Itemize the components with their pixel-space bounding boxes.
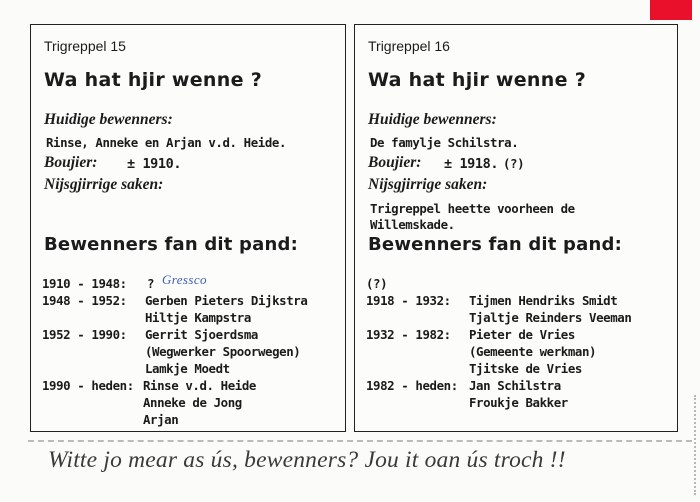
built-label: Boujier: [44,154,98,171]
resident-name: Anneke de Jong [143,395,242,410]
resident-occupation: (Wegwerker Spoorwegen) [145,344,301,359]
scan-edge-artifact [684,395,696,495]
period-1952: 1952 - 1990: [42,327,127,342]
built-note: (?) [503,156,525,171]
resident-name: Lamkje Moedt [145,361,230,376]
resident-name: Hiltje Kampstra [145,310,251,325]
curious-label: Nijsgjirrige saken: [44,176,164,193]
residents-header: Bewenners fan dit pand: [368,234,622,255]
resident-name: Tjitske de Vries [469,361,582,376]
curious-text-line-1: Trigreppel heette voorheen de [370,201,575,216]
current-residents-label: Huidige bewenners: [368,111,497,128]
resident-name: Jan Schilstra [469,378,561,393]
resident-name: Froukje Bakker [469,395,568,410]
question-heading: Wa hat hjir wenne ? [44,69,263,91]
period-1990: 1990 - heden: [42,378,134,393]
resident-occupation: (Gemeente werkman) [469,344,597,359]
current-residents-label: Huidige bewenners: [44,111,173,128]
built-label: Boujier: [368,154,422,171]
period-1948: 1948 - 1952: [42,293,127,308]
curious-text-line-2: Willemskade. [370,217,455,232]
residents-header: Bewenners fan dit pand: [44,234,298,255]
resident-name: Gerrit Sjoerdsma [145,327,258,342]
period-1918: 1918 - 1932: [366,293,451,308]
footer-appeal: Witte jo mear as ús, bewenners? Jou it oan ús troch !! [48,447,566,473]
red-corner-mark [650,0,692,20]
handwritten-note: Gressco [162,272,207,287]
unknown-marker: (?) [366,276,388,291]
resident-name: Pieter de Vries [469,327,575,342]
panel-title: Trigreppel 16 [368,38,450,54]
resident-name: Gerben Pieters Dijkstra [145,293,308,308]
period-1910: 1910 - 1948: [42,276,127,291]
built-value: ± 1918. [444,156,499,172]
period-1932: 1932 - 1982: [366,327,451,342]
current-residents-text: De famylje Schilstra. [370,135,519,150]
resident-name: Rinse v.d. Heide [143,378,256,393]
panel-trigreppel-15 [30,24,346,432]
panel-trigreppel-16 [354,24,678,432]
panel-title: Trigreppel 15 [44,38,126,54]
period-1982: 1982 - heden: [366,378,458,393]
question-heading: Wa hat hjir wenne ? [368,69,587,91]
built-value: ± 1910. [127,156,182,172]
resident-name: Arjan [143,412,179,427]
resident-unknown: ? [147,276,155,291]
resident-name: Tjaltje Reinders Veeman [469,310,632,325]
curious-label: Nijsgjirrige saken: [368,176,488,193]
current-residents-text: Rinse, Anneke en Arjan v.d. Heide. [46,135,287,150]
resident-name: Tijmen Hendriks Smidt [469,293,618,308]
